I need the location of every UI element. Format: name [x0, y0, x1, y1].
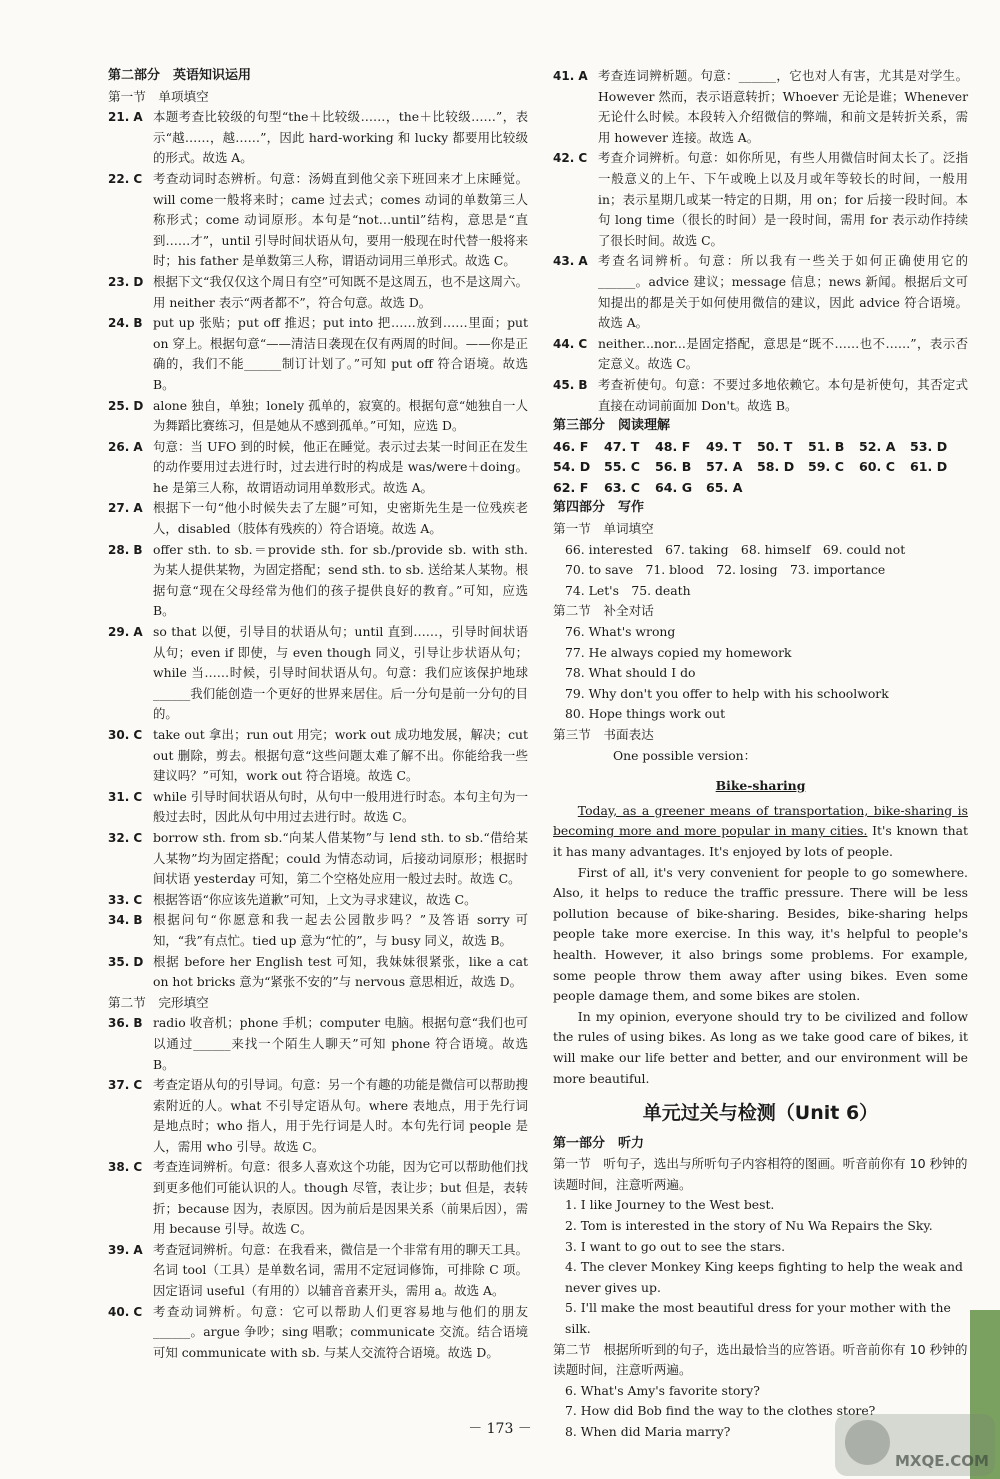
answer-key: 54. D: [553, 459, 591, 475]
reading-answers: [553, 437, 968, 499]
answer-line: 6. What's Amy's favorite story?: [565, 1382, 760, 1398]
answer-explanation: 考查介词辨析。句意：如你所见，有些人用微信时间太长了。泛指一般意义的上午、下午或晚上以及月或年等较长的时间，一般用 in；表示星期几或某一特定的日期，用 on；for 后接一段时间。本句 long time（很长的时间）是一段时间，需用 for 表示动作持续了很长时间。故选 C。: [598, 150, 968, 248]
answer-number: 28. B: [108, 542, 143, 557]
answer-number: 25. D: [108, 398, 144, 413]
answer-explanation: radio 收音机；phone 手机；computer 电脑。根据句意“我们也可以通过______来找一个陌生人聊天”可知 phone 符合语境。故选 B。: [153, 1015, 528, 1072]
answer-item: [553, 66, 968, 148]
answer-list: [553, 66, 968, 416]
answer-item: [553, 334, 968, 375]
essay-text: It's known that it has many advantages. It's enjoyed by lots of people.: [553, 823, 968, 859]
answer-line: 7. How did Bob find the way to the clothes store?: [565, 1403, 876, 1419]
section-heading: 第三部分 阅读理解: [553, 418, 671, 434]
answer-explanation: 考查动词辨析。句意：它可以帮助人们更容易地与他们的朋友______。argue 争吵；sing 唱歌；communicate 交流。结合语境可知 communicate with sb. 与某人交流符合语境。故选 D。: [153, 1303, 528, 1360]
answer-explanation: 考查动词时态辨析。句意：汤姆直到他父亲下班回来才上床睡觉。will come一般将来时；came 过去式；comes 动词的单数第三人称形式；come 动词原形。本句是“not…until”结构，意思是“直到……才”，until 引导时间状语从句，要用一般现在时代替一般将来时；his father 是单数第三人称，谓语动词用三单形式。故选 C。: [153, 170, 528, 269]
answer-explanation: 考查连词辨析。句意：很多人喜欢这个功能，因为它可以帮助他们找到更多他们可能认识的人。though 尽管，表让步；but 但是，表转折；because 因为，表原因。因为前后是因果关系（前果后因），需用 because 引导。故选 C。: [153, 1159, 528, 1237]
answer-line: 78. What should I do: [565, 665, 696, 681]
answer-key: 46. F: [553, 438, 589, 454]
answer-number: 32. C: [108, 830, 143, 845]
listening-sentences: [553, 1195, 968, 1339]
answer-line: 8. When did Maria marry?: [565, 1424, 731, 1439]
answer-item: [108, 107, 528, 169]
answer-key: 52. A: [859, 438, 896, 454]
answer-key: 65. A: [706, 479, 743, 495]
unit-title: 单元过关与检测（Unit 6）: [642, 1102, 879, 1125]
answer-number: 26. A: [108, 439, 143, 454]
answer-number: 31. C: [108, 789, 143, 804]
word-answers: [553, 540, 968, 602]
answer-number: 45. B: [553, 377, 588, 392]
answer-number: 27. A: [108, 501, 143, 516]
answer-explanation: while 引导时间状语从句时，从句中一般用进行时态。本句主句为一般过去时，因此从句中用过去进行时。故选 C。: [153, 788, 528, 825]
answer-item: [108, 952, 528, 993]
answer-item: [108, 828, 528, 890]
answer-explanation: 根据 before her English test 可知，我妹妹很紧张，like a cat on hot bricks 意为“紧张不安的”与 nervous 意思相近，故选 D。: [153, 953, 528, 990]
answer-explanation: so that 以便，引导目的状语从句；until 直到……，引导时间状语从句；even if 即使，与 even though 同义，引导让步状语从句；while 当……时候，引导时间状语从句。句意：我们应该保护地球______我们能创造一个更好的世界来居住。后一分句是前一分句的目的。: [153, 624, 528, 722]
answer-item: [108, 910, 528, 951]
answer-item: [108, 540, 528, 622]
answer-key: 56. B: [655, 459, 692, 475]
answer-explanation: 根据问句“你愿意和我一起去公园散步吗？”及答语 sorry 可知，“我”有点忙。tied up 意为“忙的”，与 busy 同义，故选 B。: [153, 912, 528, 948]
answer-key: 53. D: [910, 438, 948, 454]
answer-explanation: 根据答语“你应该先道歉”可知，上文为寻求建议，故选 C。: [153, 891, 477, 907]
answer-number: 21. A: [108, 110, 143, 125]
answer-line: 80. Hope things work out: [565, 706, 726, 722]
answer-number: 36. B: [108, 1016, 143, 1031]
answer-item: [108, 437, 528, 499]
answer-explanation: borrow sth. from sb.“向某人借某物”与 lend sth. to sb.“借给某人某物”均为固定搭配；could 为情态动词，后接动词原形；根据时间状语 yesterday 可知，第二个空格处应用一般过去时。故选 C。: [153, 829, 528, 887]
answer-number: 43. A: [553, 254, 588, 269]
answer-key: 63. C: [604, 479, 640, 495]
answer-item: [108, 890, 528, 911]
answer-item: [108, 1075, 528, 1157]
answer-number: 22. C: [108, 171, 143, 186]
answer-explanation: neither...nor...是固定搭配，意思是“既不……也不……”，表示否定意义。故选 C。: [598, 335, 968, 372]
answer-item: [553, 375, 968, 416]
answer-number: 40. C: [108, 1304, 143, 1319]
section-heading: 第二部分 英语知识运用: [108, 68, 252, 83]
answer-number: 35. D: [108, 954, 144, 969]
answer-key: 64. G: [655, 479, 693, 495]
answer-number: 39. A: [108, 1242, 143, 1257]
answer-number: 37. C: [108, 1078, 143, 1093]
answer-number: 41. A: [553, 69, 588, 83]
answer-list: [108, 1013, 528, 1363]
answer-item: [108, 313, 528, 395]
answer-key: 48. F: [655, 438, 691, 454]
section-heading: 第一部分 听力: [553, 1135, 645, 1151]
answer-line: 70. to save 71. blood 72. losing 73. importance: [565, 562, 886, 578]
section-heading: 第四部分 写作: [553, 500, 645, 516]
answer-explanation: 考查祈使句。句意：不要过多地依赖它。本句是祈使句，其否定式直接在动词前面加 Don't。故选 B。: [598, 376, 968, 413]
answer-item: [108, 725, 528, 787]
essay-underlined: Today, as a greener means of transportation, bike-sharing is becoming more and more popular in many cities.: [553, 802, 968, 839]
answer-key: 47. T: [604, 438, 640, 454]
answer-item: [108, 622, 528, 725]
subsection-heading: 第二节 完形填空: [108, 994, 209, 1010]
answer-line: 3. I want to go out to see the stars.: [565, 1238, 786, 1254]
answer-line: 4. The clever Monkey King keeps fighting to help the weak and never gives up.: [565, 1259, 963, 1295]
answer-explanation: 句意：当 UFO 到的时候，他正在睡觉。表示过去某一时间正在发生的动作要用过去进行时，过去进行时的构成是 was/were＋doing。he 是第三人称，故谓语动词用单数形式。故选 A。: [153, 438, 528, 495]
answer-line: 1. I like Journey to the West best.: [565, 1197, 775, 1213]
answer-item: [553, 148, 968, 251]
answer-explanation: 考查定语从句的引导词。句意：另一个有趣的功能是微信可以帮助搜索附近的人。what 不引导定语从句。where 表地点，用于先行词是地点时；who 指人，用于先行词是人时。本句先行词 people 是人，需用 who 引导。故选 C。: [153, 1077, 528, 1154]
answer-number: 38. C: [108, 1160, 143, 1175]
watermark-icon: [845, 1420, 890, 1465]
answer-explanation: take out 拿出；run out 用完；work out 成功地发展，解决；cut out 删除，剪去。根据句意“这些问题太难了解不出。你能给我一些建议吗？”可知，work out 符合语境。故选 C。: [153, 727, 528, 784]
answer-explanation: 本题考查比较级的句型“the＋比较级……，the＋比较级……”，表示“越……，越……”，因此 hard-working 和 lucky 都要用比较级的形式。故选 A。: [153, 109, 528, 166]
version-label: One possible version：: [613, 747, 757, 763]
answer-line: 79. Why don't you offer to help with his schoolwork: [565, 685, 889, 701]
essay-title: Bike-sharing: [715, 778, 806, 794]
answer-item: [108, 1157, 528, 1239]
essay: [553, 801, 968, 1089]
answer-key: 55. C: [604, 459, 640, 475]
answer-item: [108, 1240, 528, 1302]
answer-key: 61. D: [910, 459, 948, 475]
dialog-answers: [553, 622, 968, 725]
answer-explanation: alone 独自，单独；lonely 孤单的，寂寞的。根据句意“她独自一人为舞蹈比赛练习，但是她从不感到孤单。”可知，应选 D。: [153, 397, 528, 434]
answer-number: 23. D: [108, 274, 144, 289]
answer-explanation: 考查冠词辨析。句意：在我看来，微信是一个非常有用的聊天工具。名词 tool（工具）是单数名词，需用不定冠词修饰，可排除 C 项。因定语词 useful（有用的）以辅音音素开头，需用 a。故选 A。: [153, 1241, 528, 1299]
answer-item: [108, 1013, 528, 1075]
answer-number: 42. C: [553, 151, 588, 166]
answer-number: 34. B: [108, 913, 143, 928]
page-number: － 173 －: [468, 1421, 532, 1437]
answer-item: [108, 272, 528, 313]
answer-explanation: 根据下文“我仅仅这个周日有空”可知既不是这周五，也不是这周六。用 neither 表示“两者都不”，符合句意。故选 D。: [153, 273, 528, 310]
answer-explanation: put up 张贴；put off 推迟；put into 把……放到……里面；put on 穿上。根据句意“——清洁日袭现在仅有两周的时间。——你是正确的，我们不能______制订计划了。”可知 put off 符合语境。故选 B。: [153, 315, 528, 392]
answer-item: [108, 787, 528, 828]
answer-number: 30. C: [108, 728, 143, 742]
answer-key: 57. A: [706, 459, 743, 475]
answer-key: 62. F: [553, 479, 589, 495]
answer-explanation: 考查连词辨析题。句意：______，它也对人有害，尤其是对学生。However 然而，表示语意转折；Whoever 无论是谁；Whenever 无论什么时候。本段转入介绍微信的弊端，和前文是转折关系，需用 however 连接。故选 A。: [598, 68, 968, 145]
answer-item: [553, 251, 968, 333]
left-column: [108, 66, 528, 1363]
answer-list: [108, 107, 528, 993]
answer-item: [108, 396, 528, 437]
answer-explanation: 考查名词辨析。句意：所以我有一些关于如何正确使用它的______。advice 建议；message 信息；news 新闻。根据后文可知提出的都是关于如何使用微信的建议，因此 advice 符合语境。故选 A。: [598, 253, 968, 331]
subsection-heading: 第二节 根据所听到的句子，选出最恰当的应答语。听音前你有 10 秒钟的读题时间，注意听两遍。: [553, 1341, 968, 1378]
essay-paragraph: In my opinion, everyone should try to be civilized and follow the rules of using bikes. As long as we take good care of bikes, it will make our life better and better, and our environment will be more beautiful.: [553, 1008, 968, 1086]
answer-line: 77. He always copied my homework: [565, 644, 792, 660]
answer-line: 76. What's wrong: [565, 624, 676, 640]
answer-key: 51. B: [808, 438, 845, 454]
answer-number: 33. C: [108, 892, 143, 907]
answer-line: 74. Let's 75. death: [565, 582, 691, 598]
answer-number: 29. A: [108, 625, 143, 640]
answer-number: 24. B: [108, 316, 143, 331]
subsection-heading: 第三节 书面表达: [553, 727, 654, 742]
answer-key: 58. D: [757, 459, 795, 475]
answer-key: 49. T: [706, 438, 742, 454]
subsection-heading: 第一节 听句子，选出与所听句子内容相符的图画。听音前你有 10 秒钟的读题时间，注意听两遍。: [553, 1156, 968, 1192]
answer-key: 59. C: [808, 459, 844, 475]
watermark-text: MXQE.COM: [895, 1452, 989, 1470]
answer-item: [108, 169, 528, 272]
right-column: [553, 66, 968, 1443]
answer-line: 2. Tom is interested in the story of Nu Wa Repairs the Sky.: [565, 1218, 933, 1234]
answer-number: 44. C: [553, 336, 588, 351]
essay-paragraph: First of all, it's very convenient for people to go somewhere. Also, it helps to reduce the traffic pressure. There will be less pollution because of bike-sharing. Besides, bike-sharing helps people take more exercise. In this way, it's helpful to people's health. However, it also brings some problems. For example, some people throw them away after using bikes. Even some people damage them, and some bikes are stolen.: [553, 864, 968, 1004]
subsection-heading: 第二节 补全对话: [553, 603, 654, 619]
answer-key: 50. T: [757, 438, 793, 454]
answer-line: 66. interested 67. taking 68. himself 69. could not: [565, 541, 906, 557]
essay-paragraph: [553, 801, 968, 863]
subsection-heading: 第一节 单项填空: [108, 88, 209, 104]
answer-explanation: 根据下一句“他小时候失去了左腿”可知，史密斯先生是一位残疾老人，disabled（肢体有残疾的）符合语境。故选 A。: [153, 500, 528, 537]
answer-line: 5. I'll make the most beautiful dress for your mother with the silk.: [565, 1300, 951, 1337]
answer-key: 60. C: [859, 459, 895, 475]
answer-item: [108, 1302, 528, 1364]
subsection-heading: 第一节 单词填空: [553, 521, 654, 537]
answer-explanation: offer sth. to sb.＝provide sth. for sb./provide sb. with sth. 为某人提供某物，为固定搭配；send sth. to sb. 送给某人某物。根据句意“现在父母经常为他们的孩子提供良好的教育。”可知，应选 B。: [153, 541, 528, 619]
answer-item: [108, 498, 528, 539]
